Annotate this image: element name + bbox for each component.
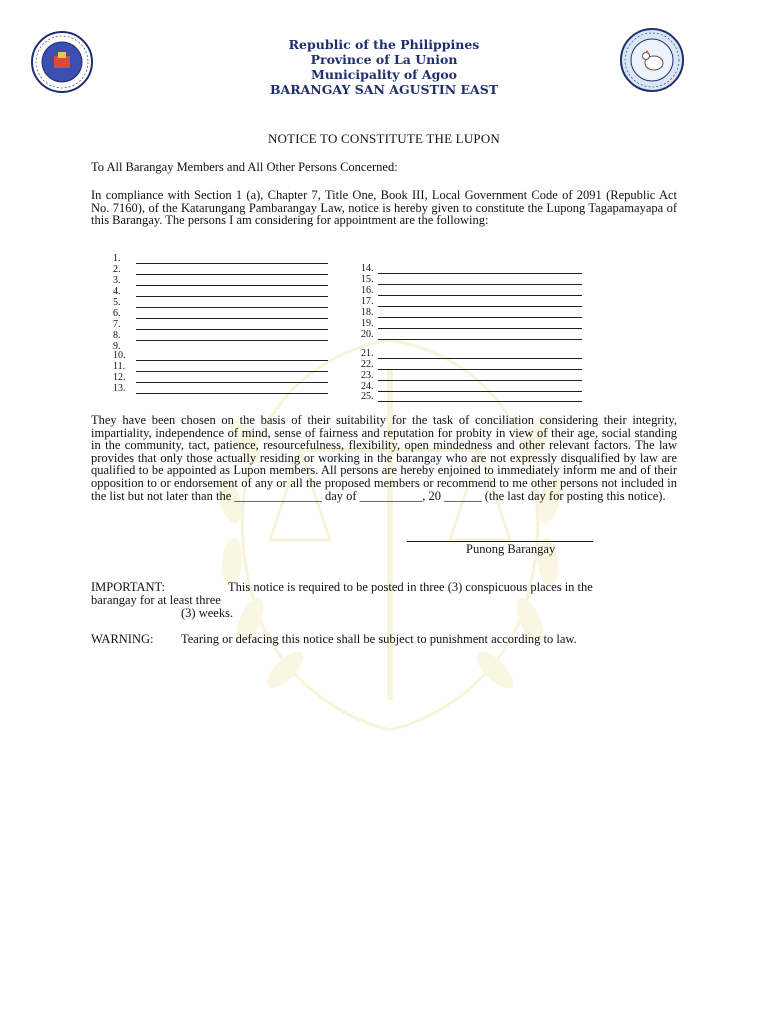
nominee-blank-line [136, 285, 328, 286]
nominee-blank-line [378, 328, 582, 329]
nominee-blank-line [136, 274, 328, 275]
list-number: 23. [361, 370, 374, 381]
nominee-blank-line [378, 339, 582, 340]
header-province: Province of La Union [310, 52, 458, 67]
important-text-line3: (3) weeks. [181, 606, 234, 620]
nominee-blank-line [378, 401, 582, 402]
list-number: 20. [361, 329, 374, 340]
important-text-line2: barangay for at least three [91, 593, 221, 607]
watermark-seal [150, 300, 630, 740]
nominee-blank-line [378, 380, 582, 381]
list-number: 19. [361, 318, 374, 329]
salutation: To All Barangay Members and All Other Persons Concerned: [91, 160, 398, 174]
header-barangay: BARANGAY SAN AGUSTIN EAST [269, 82, 499, 97]
nominee-blank-line [378, 369, 582, 370]
list-number: 18. [361, 307, 374, 318]
nominee-blank-line [378, 284, 582, 285]
nominee-blank-line [136, 263, 328, 264]
list-number: 14. [361, 263, 374, 274]
list-number: 6. [113, 308, 121, 319]
header-municipality: Municipality of Agoo [310, 67, 458, 82]
list-number: 5. [113, 297, 121, 308]
important-label: IMPORTANT: [91, 580, 166, 594]
list-number: 15. [361, 274, 374, 285]
notice-title: NOTICE TO CONSTITUTE THE LUPON [267, 131, 501, 146]
nominee-blank-line [136, 382, 328, 383]
nominee-blank-line [136, 371, 328, 372]
nominee-blank-line [136, 296, 328, 297]
nominee-blank-line [136, 340, 328, 341]
nominee-blank-line [378, 273, 582, 274]
list-number: 11. [113, 361, 126, 372]
warning-label: WARNING: [91, 632, 154, 646]
signature-label: Punong Barangay [466, 542, 556, 556]
list-number: 3. [113, 275, 121, 286]
nominee-blank-line [136, 307, 328, 308]
list-number: 24. [361, 381, 374, 392]
nominee-blank-line [378, 391, 582, 392]
nominee-blank-line [136, 393, 328, 394]
nominee-blank-line [136, 329, 328, 330]
list-number: 13. [113, 383, 126, 394]
nominee-blank-line [378, 317, 582, 318]
list-number: 25. [361, 391, 374, 402]
list-number: 2. [113, 264, 121, 275]
list-number: 10. [113, 350, 126, 361]
body-paragraph: They have been chosen on the basis of their suitability for the task of conciliation considering their integrity, impartiality, independence of mind, sense of fairness and reputation for probity in view of their age, social standing in the community, tact, patience, resourcefulness, flexibility, open mindedness and other relevant factors. The law provides that only those actually residing or working in the barangay who are not expressly disqualified by law are qualified to be appointed as Lupon members. All persons are hereby enjoined to immediately inform me and of their opposition to or endorsement of any or all the proposed members or recommend to me other persons not included in the list but not later than the ______________ day of __________, 20 ______ (the last day for posting this notice). [91, 413, 677, 503]
warning-text: Tearing or defacing this notice shall be subject to punishment according to law. [181, 632, 577, 646]
list-number: 21. [361, 348, 374, 359]
list-number: 9. [113, 341, 121, 352]
important-text-line1: This notice is required to be posted in three (3) conspicuous places in the [228, 580, 593, 594]
nominee-blank-line [378, 358, 582, 359]
nominee-blank-line [378, 295, 582, 296]
list-number: 12. [113, 372, 126, 383]
list-number: 8. [113, 330, 121, 341]
document-header [200, 37, 568, 97]
nominee-blank-line [136, 360, 328, 361]
list-number: 1. [113, 253, 121, 264]
nominee-blank-line [378, 306, 582, 307]
municipality-seal-icon [30, 30, 94, 94]
list-number: 7. [113, 319, 121, 330]
nominee-blank-line [136, 318, 328, 319]
list-number: 17. [361, 296, 374, 307]
barangay-seal-icon [619, 27, 685, 93]
list-number: 16. [361, 285, 374, 296]
header-republic: Republic of the Philippines [288, 37, 480, 52]
intro-paragraph: In compliance with Section 1 (a), Chapter 7, Title One, Book III, Local Government Code of 2091 (Republic Act No. 7160), of the Katarungang Pambarangay Law, notice is hereby given to constitute the Lupong Tagapamayapa of this Barangay. The persons I am considering for appointment are the following: [91, 188, 677, 228]
list-number: 22. [361, 359, 374, 370]
list-number: 4. [113, 286, 121, 297]
